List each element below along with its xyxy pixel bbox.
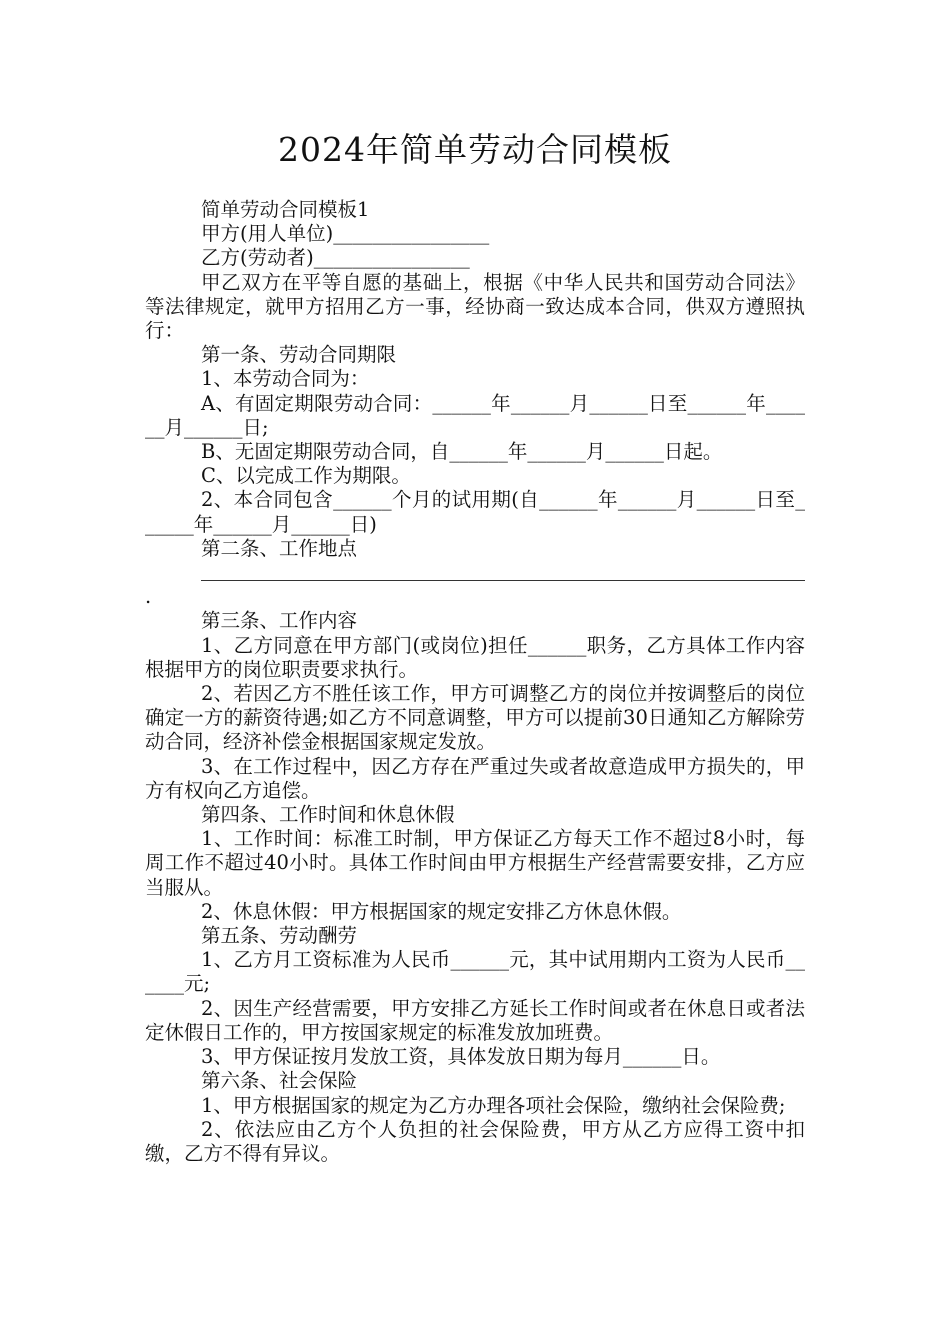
work-location-blank-line: [201, 557, 805, 581]
paragraph-template-name: 简单劳动合同模板1: [201, 198, 370, 221]
article-4-item-1: 1、工作时间：标准工时制，甲方保证乙方每天工作不超过8小时，每周工作不超过40小时。具体工作时间由甲方根据生产经营需要安排，乙方应当服从。: [145, 827, 805, 899]
article-6-item-2: 2、依法应由乙方个人负担的社会保险费，甲方从乙方应得工资中扣缴，乙方不得有异议。: [145, 1117, 805, 1165]
paragraph-party-a: 甲方(用人单位)________________: [201, 222, 490, 246]
article-6-heading: 第六条、社会保险: [201, 1069, 358, 1093]
article-1-item-a: A、有固定期限劳动合同：______年______月______日至______年______月______日;: [145, 391, 805, 439]
article-1-item-2: 2、本合同包含______个月的试用期(自______年______月______日至______年______月______日): [145, 488, 805, 536]
article-6-item-1: 1、甲方根据国家的规定为乙方办理各项社会保险，缴纳社会保险费;: [201, 1093, 786, 1117]
article-1-item-b: B、无固定期限劳动合同，自______年______月______日起。: [201, 440, 723, 464]
article-1-item-1: 1、本劳动合同为：: [201, 367, 370, 391]
article-4-item-2: 2、休息休假：甲方根据国家的规定安排乙方休息休假。: [201, 899, 682, 923]
article-1-heading: 第一条、劳动合同期限: [201, 343, 397, 367]
article-3-heading: 第三条、工作内容: [201, 609, 358, 633]
article-2-heading: 第二条、工作地点: [201, 536, 358, 560]
document-body: [145, 198, 805, 1166]
article-1-item-c: C、以完成工作为期限。: [201, 464, 411, 488]
article-5-item-1: 1、乙方月工资标准为人民币______元，其中试用期内工资为人民币______元;: [145, 948, 805, 996]
article-3-item-1: 1、乙方同意在甲方部门(或岗位)担任______职务，乙方具体工作内容根据甲方的岗位职责要求执行。: [145, 633, 805, 681]
article-3-item-3: 3、在工作过程中，因乙方存在严重过失或者故意造成甲方损失的，甲方有权向乙方追偿。: [145, 754, 805, 802]
paragraph-party-b: 乙方(劳动者)________________: [201, 246, 470, 270]
article-4-heading: 第四条、工作时间和休息休假: [201, 803, 455, 827]
article-5-item-2: 2、因生产经营需要，甲方安排乙方延长工作时间或者在休息日或者法定休假日工作的，甲方按国家规定的标准发放加班费。: [145, 996, 805, 1044]
blank-line-end-mark: .: [145, 585, 152, 609]
paragraph-preamble: 甲乙双方在平等自愿的基础上，根据《中华人民共和国劳动合同法》等法律规定，就甲方招用乙方一事，经协商一致达成本合同，供双方遵照执行：: [145, 270, 805, 343]
article-3-item-2: 2、若因乙方不胜任该工作，甲方可调整乙方的岗位并按调整后的岗位确定一方的薪资待遇;如乙方不同意调整，甲方可以提前30日通知乙方解除劳动合同，经济补偿金根据国家规定发放。: [145, 682, 805, 754]
article-5-heading: 第五条、劳动酬劳: [201, 924, 358, 948]
article-5-item-3: 3、甲方保证按月发放工资，具体发放日期为每月______日。: [201, 1045, 721, 1069]
document-title: 2024年简单劳动合同模板: [278, 130, 672, 169]
